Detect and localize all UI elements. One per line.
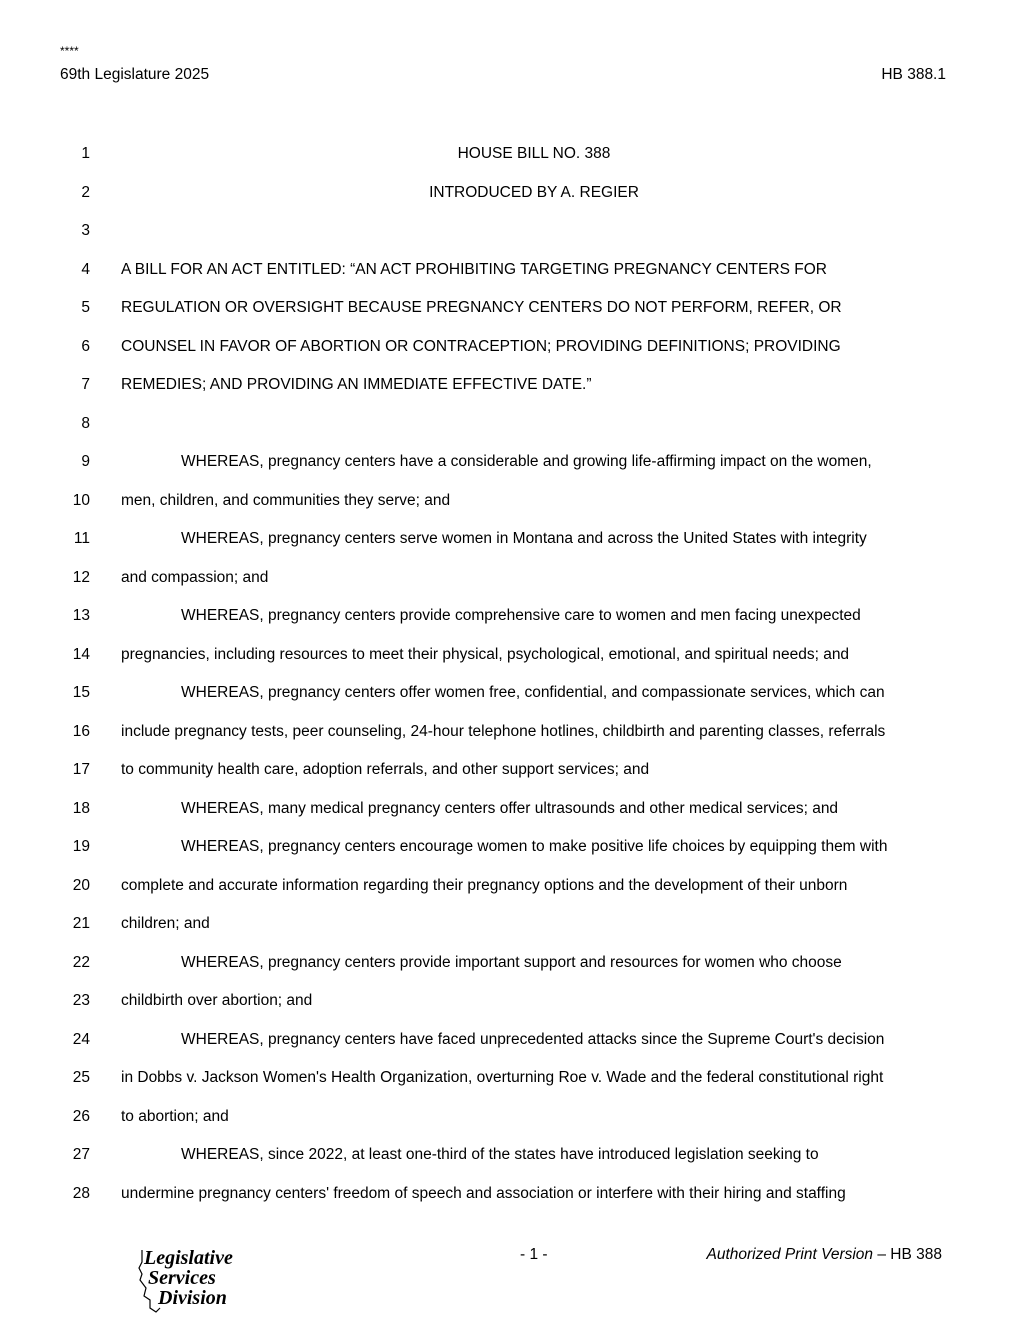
- bill-id: HB 388.1: [881, 66, 946, 83]
- bill-line: [0, 989, 1024, 1013]
- bill-line: [0, 489, 1024, 513]
- line-number: 12: [72, 568, 90, 586]
- line-number: 6: [81, 337, 90, 355]
- line-number: 25: [72, 1069, 90, 1086]
- line-text: REMEDIES; AND PROVIDING AN IMMEDIATE EFFECTIVE DATE.”: [121, 376, 592, 393]
- line-number: 23: [72, 992, 90, 1009]
- line-number: 7: [81, 376, 90, 393]
- bill-line: [0, 604, 1024, 628]
- line-text: REGULATION OR OVERSIGHT BECAUSE PREGNANCY CENTERS DO NOT PERFORM, REFER, OR: [121, 299, 842, 316]
- bill-line: [0, 219, 1024, 243]
- line-text: to abortion; and: [121, 1107, 229, 1125]
- bill-line: [0, 720, 1024, 744]
- line-text: WHEREAS, since 2022, at least one-third of the states have introduced legislation seeking to: [181, 1146, 819, 1163]
- line-number: 13: [72, 607, 90, 624]
- line-text: HOUSE BILL NO. 388: [457, 145, 611, 162]
- line-text: WHEREAS, pregnancy centers have a considerable and growing life-affirming impact on the women,: [181, 453, 872, 470]
- line-number: 11: [73, 530, 90, 547]
- line-text: complete and accurate information regarding their pregnancy options and the development of their unborn: [121, 876, 848, 894]
- line-number: 27: [72, 1146, 90, 1163]
- line-text: pregnancies, including resources to meet their physical, psychological, emotional, and spiritual needs; and: [121, 645, 850, 663]
- bill-line: [0, 181, 1024, 205]
- line-text: to community health care, adoption referrals, and other support services; and: [121, 761, 650, 778]
- line-number: 22: [72, 953, 90, 971]
- line-number: 9: [81, 453, 90, 470]
- authorized-bill: – HB 388: [873, 1246, 942, 1263]
- bill-line: [0, 758, 1024, 782]
- bill-line: [0, 1105, 1024, 1129]
- line-number: 2: [81, 183, 90, 201]
- legislative-services-logo: [136, 1248, 246, 1314]
- line-number: 26: [72, 1107, 90, 1125]
- line-number: 28: [72, 1184, 90, 1202]
- line-text: include pregnancy tests, peer counseling, 24-hour telephone hotlines, childbirth and parenting classes, referrals: [121, 722, 886, 740]
- legislature-label: 69th Legislature 2025: [60, 66, 210, 83]
- bill-line: [0, 912, 1024, 936]
- header-stars: ****: [60, 44, 79, 58]
- line-number: 4: [81, 260, 90, 278]
- line-number: 19: [72, 838, 90, 855]
- line-number: 15: [72, 684, 90, 701]
- line-text: WHEREAS, pregnancy centers provide comprehensive care to women and men facing unexpected: [181, 607, 861, 624]
- line-number: 17: [72, 761, 90, 778]
- line-text: WHEREAS, pregnancy centers serve women in Montana and across the United States with integrity: [181, 530, 867, 547]
- bill-line: [0, 450, 1024, 474]
- logo-line-legislative: Legislative: [144, 1247, 233, 1269]
- bill-line: [0, 835, 1024, 859]
- page-number: - 1 -: [520, 1246, 548, 1263]
- line-text: A BILL FOR AN ACT ENTITLED: “AN ACT PROHIBITING TARGETING PREGNANCY CENTERS FOR: [121, 260, 827, 278]
- authorized-label: Authorized Print Version: [706, 1246, 874, 1263]
- line-number: 24: [72, 1030, 90, 1048]
- line-text: COUNSEL IN FAVOR OF ABORTION OR CONTRACEPTION; PROVIDING DEFINITIONS; PROVIDING: [121, 337, 841, 355]
- line-text: and compassion; and: [121, 568, 269, 586]
- line-text: WHEREAS, pregnancy centers offer women free, confidential, and compassionate services, which can: [181, 684, 885, 701]
- line-text: in Dobbs v. Jackson Women's Health Organization, overturning Roe v. Wade and the federal constitutional right: [121, 1069, 884, 1086]
- bill-line: [0, 258, 1024, 282]
- line-number: 8: [81, 414, 90, 432]
- line-text: childbirth over abortion; and: [121, 992, 313, 1009]
- bill-line: [0, 373, 1024, 397]
- line-number: 5: [81, 299, 90, 316]
- line-text: WHEREAS, pregnancy centers encourage women to make positive life choices by equipping them with: [181, 838, 888, 855]
- bill-line: [0, 951, 1024, 975]
- bill-line: [0, 527, 1024, 551]
- bill-line: [0, 335, 1024, 359]
- bill-line: [0, 1066, 1024, 1090]
- line-text: WHEREAS, pregnancy centers have faced unprecedented attacks since the Supreme Court's decision: [181, 1030, 885, 1048]
- line-text: undermine pregnancy centers' freedom of speech and association or interfere with their hiring and staffing: [121, 1184, 846, 1202]
- bill-line: [0, 566, 1024, 590]
- authorized-print-version: [706, 1246, 942, 1264]
- logo-line-division: Division: [158, 1287, 227, 1309]
- line-number: 3: [81, 222, 90, 239]
- line-number: 16: [72, 722, 90, 740]
- bill-line: [0, 1182, 1024, 1206]
- line-number: 21: [72, 915, 90, 932]
- line-number: 14: [72, 645, 90, 663]
- bill-line: [0, 874, 1024, 898]
- line-number: 1: [81, 145, 90, 162]
- line-text: men, children, and communities they serve; and: [121, 491, 451, 509]
- bill-line: [0, 681, 1024, 705]
- bill-line: [0, 142, 1024, 166]
- bill-line: [0, 643, 1024, 667]
- line-text: INTRODUCED BY A. REGIER: [429, 183, 639, 201]
- line-text: WHEREAS, many medical pregnancy centers offer ultrasounds and other medical services; and: [181, 799, 839, 817]
- bill-line: [0, 1143, 1024, 1167]
- line-text: children; and: [121, 915, 210, 932]
- bill-line: [0, 1028, 1024, 1052]
- line-number: 20: [72, 876, 90, 894]
- line-text: WHEREAS, pregnancy centers provide important support and resources for women who choose: [181, 953, 842, 971]
- line-number: 10: [72, 491, 90, 509]
- logo-line-services: Services: [148, 1267, 216, 1289]
- bill-line: [0, 412, 1024, 436]
- bill-line: [0, 296, 1024, 320]
- bill-line: [0, 797, 1024, 821]
- line-number: 18: [72, 799, 90, 817]
